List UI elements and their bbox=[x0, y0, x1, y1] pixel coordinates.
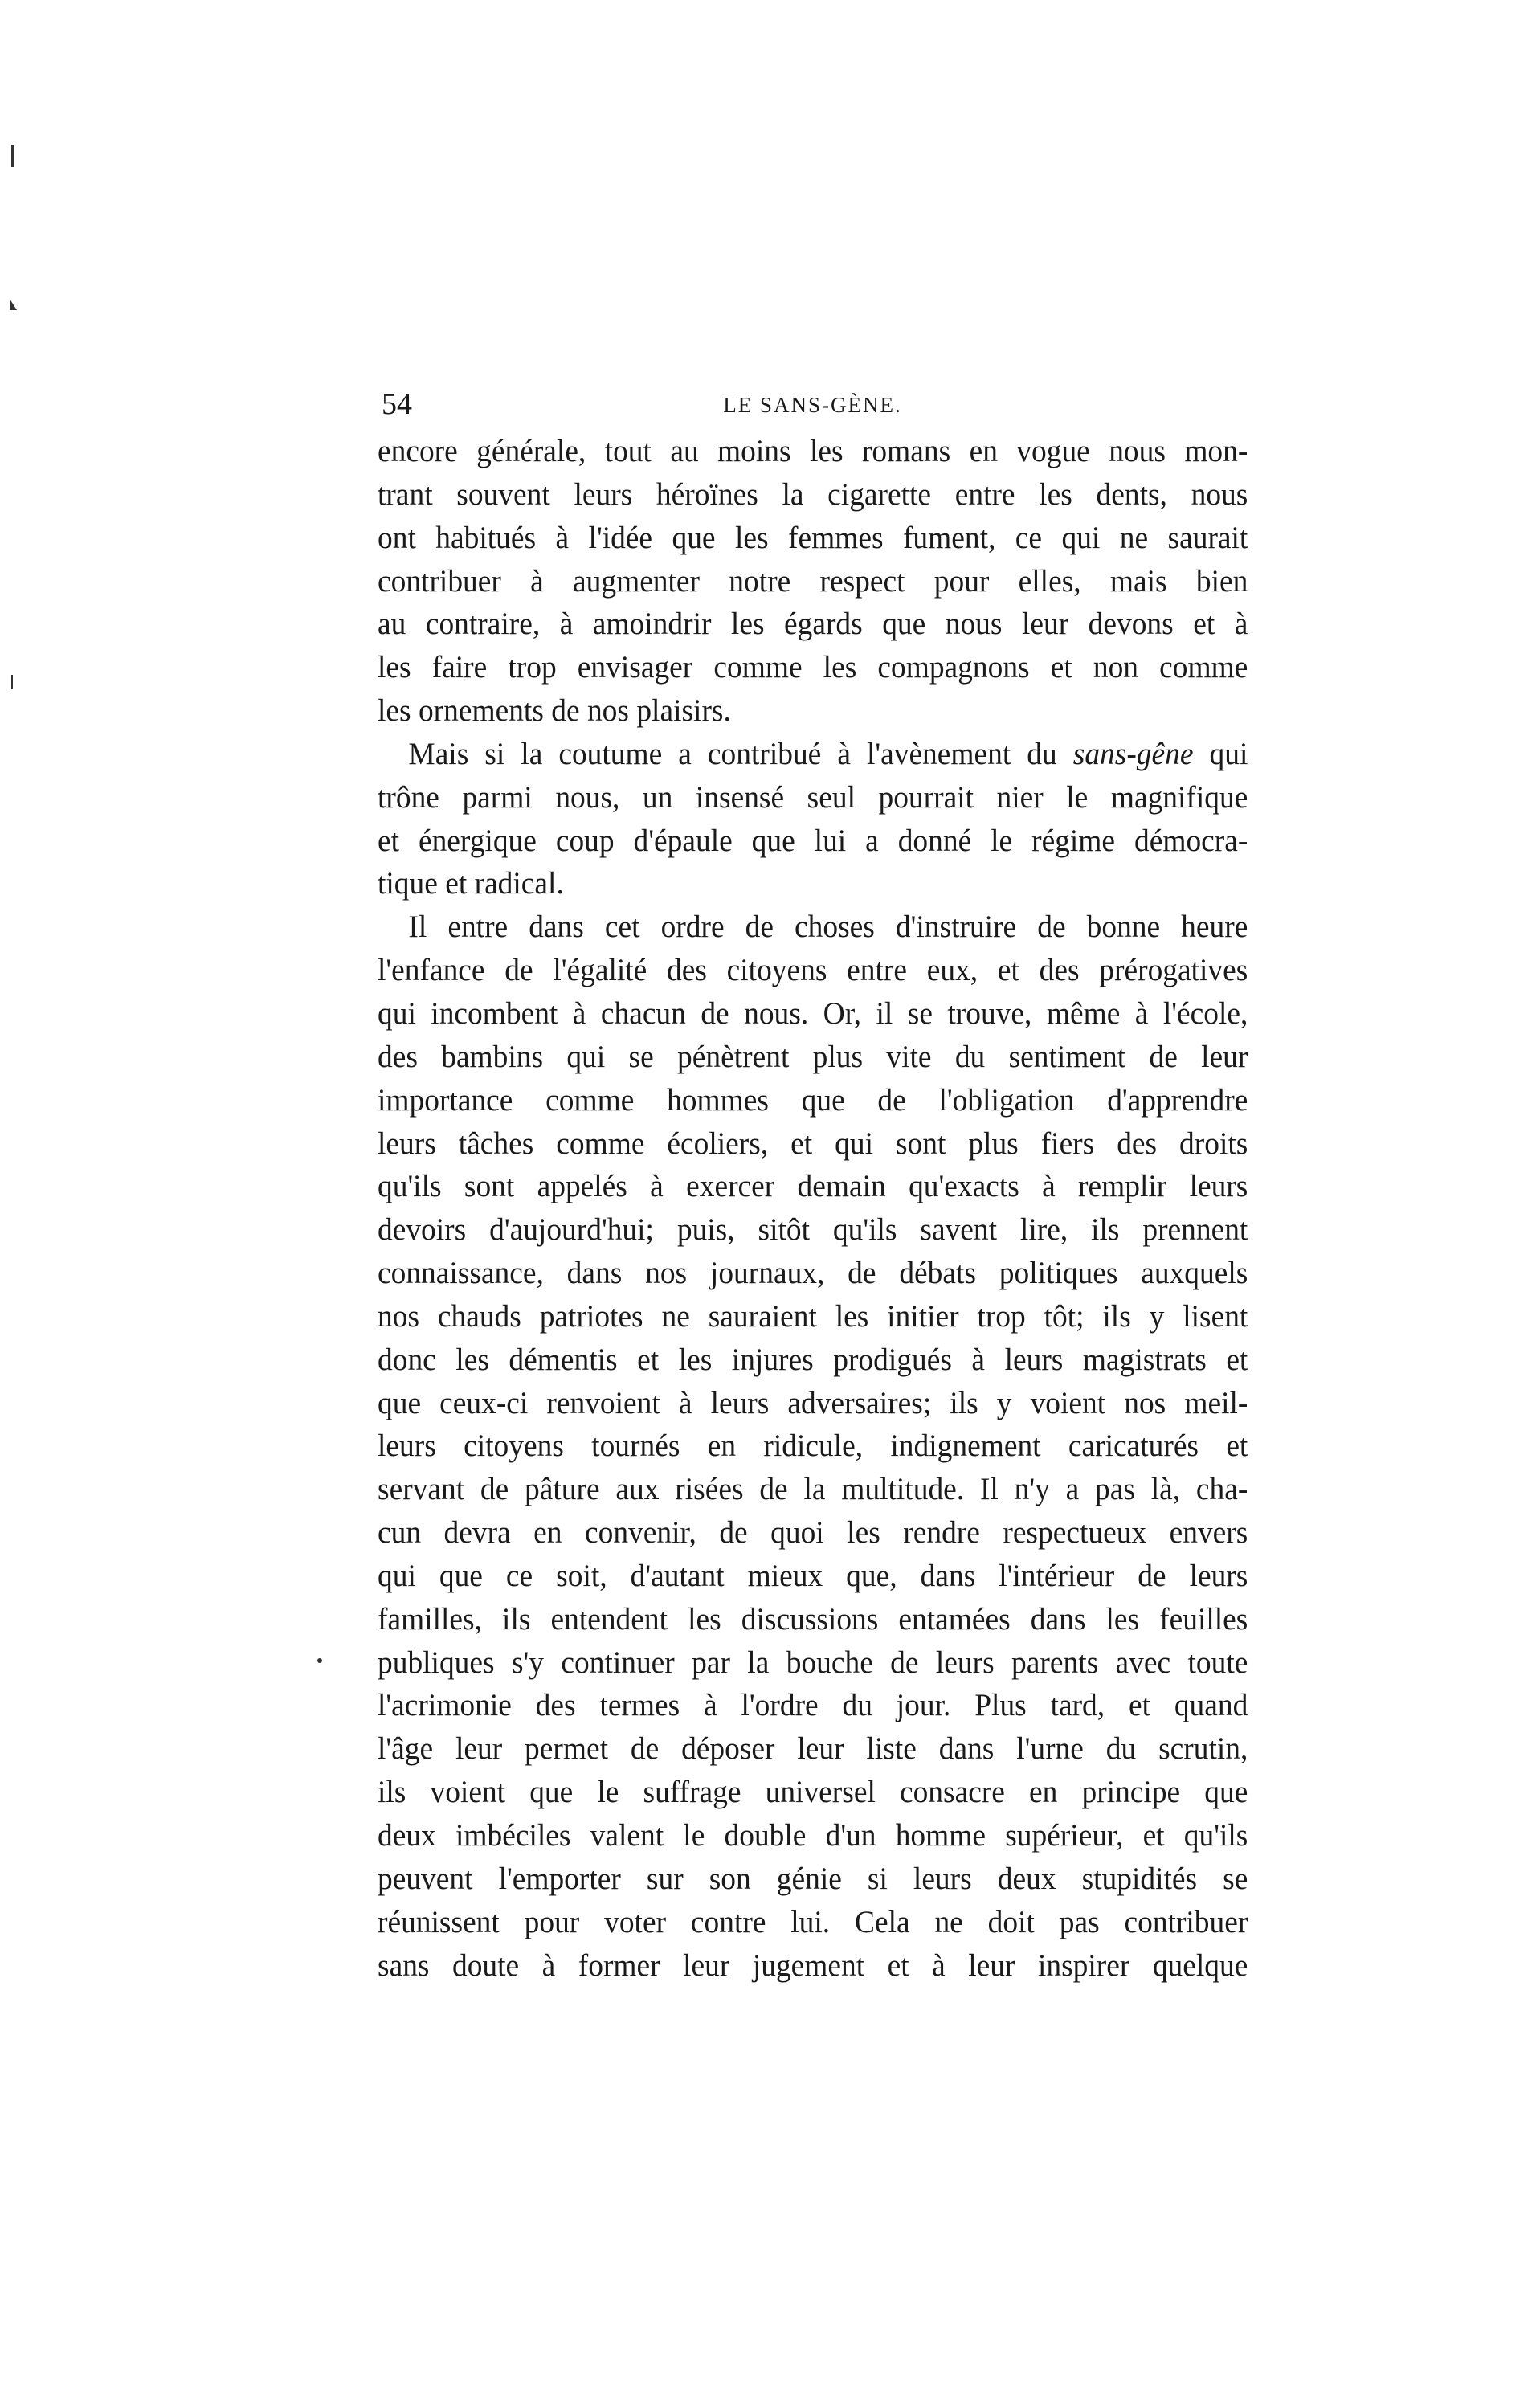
text-line: tique et radical. bbox=[378, 866, 564, 901]
text-line: Il entre dans cet ordre de choses d'instruire de bonne heure bbox=[408, 909, 1248, 945]
text-line: et énergique coup d'épaule que lui a donné le régime démocra- bbox=[378, 823, 1248, 858]
text-line: peuvent l'emporter sur son génie si leurs deux stupidités se bbox=[378, 1861, 1248, 1896]
page-number: 54 bbox=[382, 387, 412, 421]
text-line: cun devra en convenir, de quoi les rendre respectueux envers bbox=[378, 1515, 1248, 1551]
italic-term: sans-gêne bbox=[1072, 736, 1194, 771]
text-line: que ceux-ci renvoient à leurs adversaires; ils y voient nos meil- bbox=[378, 1385, 1248, 1420]
scan-mark bbox=[11, 675, 13, 689]
text-line: ils voient que le suffrage universel consacre en principe que bbox=[378, 1775, 1248, 1810]
text-line: contribuer à augmenter notre respect pour elles, mais bien bbox=[378, 563, 1248, 599]
paragraph bbox=[378, 733, 1248, 905]
text-line: l'âge leur permet de déposer leur liste dans l'urne du scrutin, bbox=[378, 1731, 1248, 1767]
text-line: familles, ils entendent les discussions entamées dans les feuilles bbox=[378, 1601, 1248, 1637]
text-line: réunissent pour voter contre lui. Cela ne doit pas contribuer bbox=[378, 1904, 1248, 1939]
text-line: nos chauds patriotes ne sauraient les initier trop tôt; ils y lisent bbox=[378, 1298, 1248, 1334]
text-line: importance comme hommes que de l'obligation d'apprendre bbox=[378, 1082, 1248, 1118]
text-line: trant souvent leurs héroïnes la cigarette entre les dents, nous bbox=[378, 476, 1248, 512]
text-line: qui incombent à chacun de nous. Or, il se trouve, même à l'école, bbox=[378, 995, 1248, 1031]
text-line: donc les démentis et les injures prodigués à leurs magistrats et bbox=[378, 1342, 1248, 1377]
text-line: leurs tâches comme écoliers, et qui sont plus fiers des droits bbox=[378, 1126, 1248, 1161]
text-line: l'enfance de l'égalité des citoyens entre eux, et des prérogatives bbox=[378, 953, 1248, 988]
text-segment: qui bbox=[1193, 736, 1248, 771]
text-line: deux imbéciles valent le double d'un homme supérieur, et qu'ils bbox=[378, 1818, 1248, 1853]
text-line: trône parmi nous, un insensé seul pourrait nier le magnifique bbox=[378, 779, 1248, 815]
text-line: les ornements de nos plaisirs. bbox=[378, 693, 731, 729]
text-line: devoirs d'aujourd'hui; puis, sitôt qu'ils savent lire, ils prennent bbox=[378, 1212, 1248, 1248]
scan-mark bbox=[11, 145, 14, 167]
page-body bbox=[378, 430, 1248, 1987]
text-line: ont habitués à l'idée que les femmes fument, ce qui ne saurait bbox=[378, 520, 1248, 555]
scan-arrow-mark bbox=[10, 299, 17, 310]
text-segment: Mais si la coutume a contribué à l'avènement du bbox=[408, 736, 1073, 771]
scan-dot bbox=[317, 1658, 322, 1663]
page-header bbox=[378, 384, 1248, 424]
text-line: sans doute à former leur jugement et à leur inspirer quelque bbox=[378, 1947, 1248, 1983]
paragraph bbox=[378, 905, 1248, 1987]
text-line: publiques s'y continuer par la bouche de leurs parents avec toute bbox=[378, 1645, 1248, 1680]
paragraph bbox=[378, 430, 1248, 733]
text-line: des bambins qui se pénètrent plus vite du sentiment de leur bbox=[378, 1039, 1248, 1074]
text-line: qu'ils sont appelés à exercer demain qu'exacts à remplir leurs bbox=[378, 1169, 1248, 1204]
text-line bbox=[378, 733, 1248, 776]
text-line: encore générale, tout au moins les romans en vogue nous mon- bbox=[378, 434, 1248, 468]
text-line: les faire trop envisager comme les compagnons et non comme bbox=[378, 650, 1248, 685]
text-line: l'acrimonie des termes à l'ordre du jour. Plus tard, et quand bbox=[378, 1688, 1248, 1723]
text-line: au contraire, à amoindrir les égards que nous leur devons et à bbox=[378, 607, 1248, 642]
text-line: qui que ce soit, d'autant mieux que, dans l'intérieur de leurs bbox=[378, 1558, 1248, 1593]
text-line: servant de pâture aux risées de la multitude. Il n'y a pas là, cha- bbox=[378, 1472, 1248, 1507]
text-line: leurs citoyens tournés en ridicule, indignement caricaturés et bbox=[378, 1428, 1248, 1464]
text-line: connaissance, dans nos journaux, de débats politiques auxquels bbox=[378, 1256, 1248, 1291]
running-title: LE SANS-GÈNE. bbox=[723, 393, 902, 417]
